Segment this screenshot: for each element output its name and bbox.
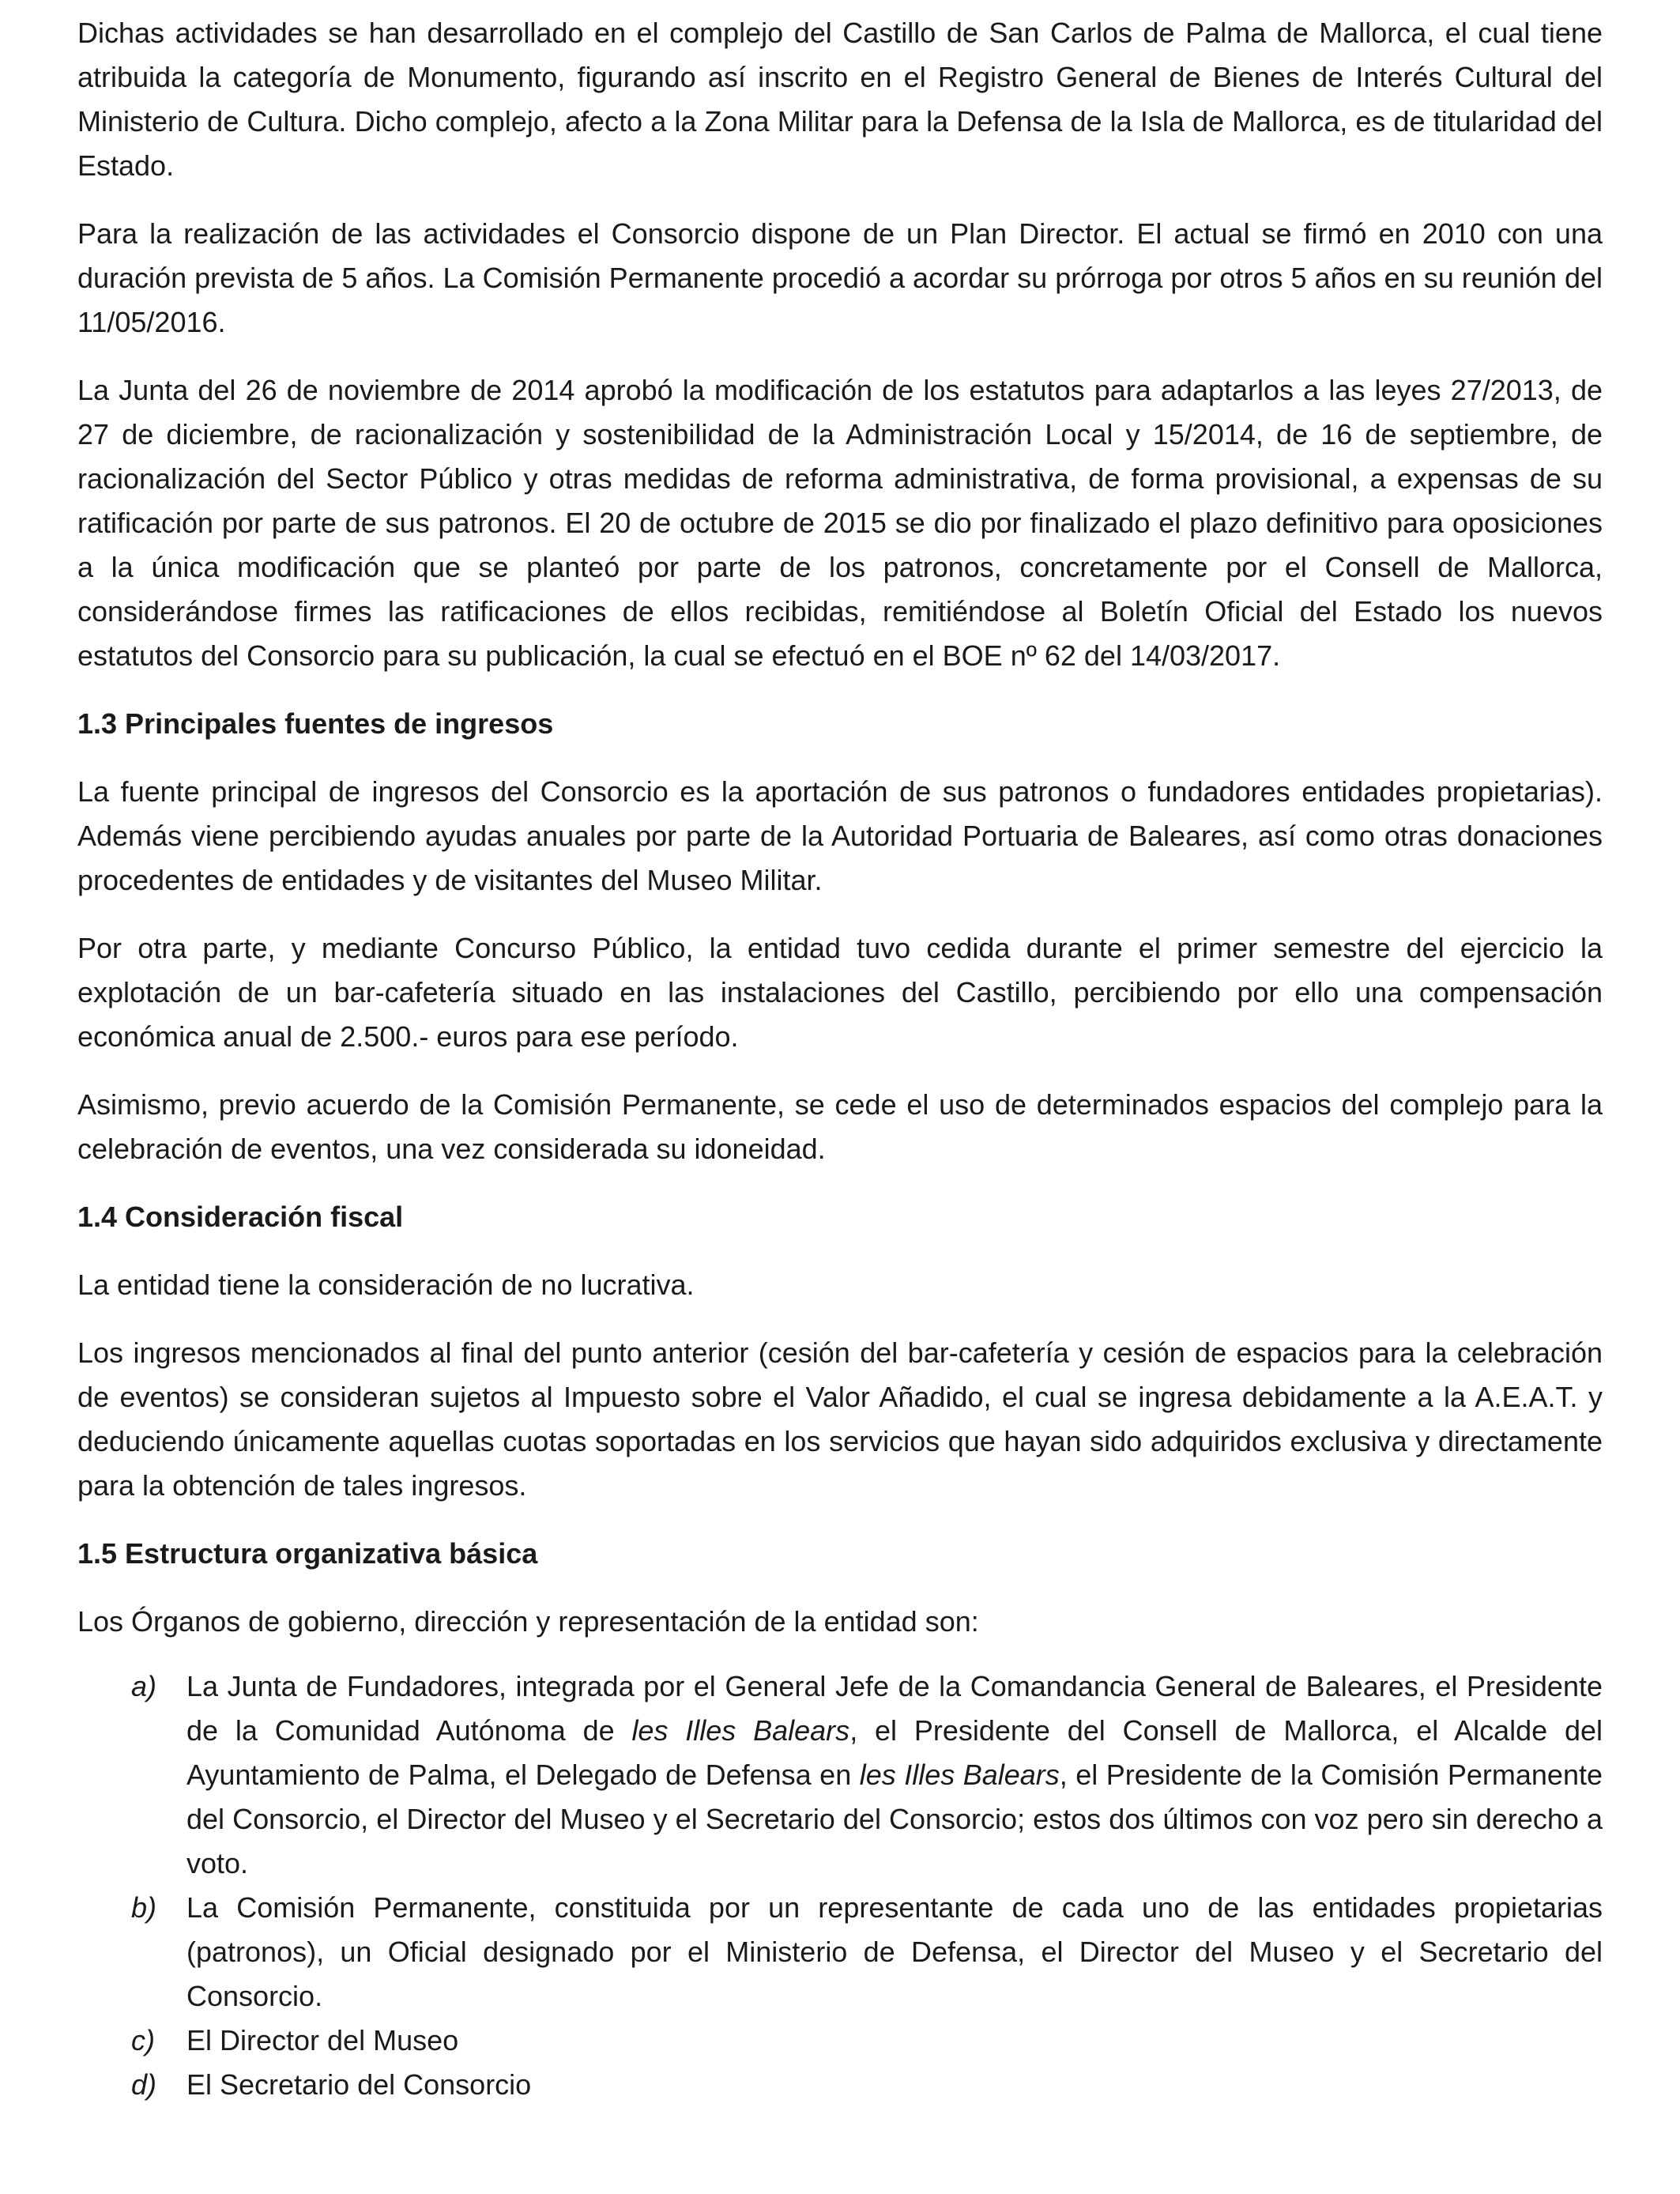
list-item-comision-permanente	[77, 1886, 1603, 2019]
paragraph-fuente-principal: La fuente principal de ingresos del Consorcio es la aportación de sus patronos o fundadores entidades propietarias). Además viene percibiendo ayudas anuales por parte de la Autoridad Portuaria de Baleares, así como otras donaciones procedentes de entidades y de visitantes del Museo Militar.	[77, 775, 1603, 896]
list-item-text: La Comisión Permanente, constituida por un representante de cada uno de las entidades propietarias (patronos), un Oficial designado por el Ministerio de Defensa, el Director del Museo y el Secretario del Consorcio.	[186, 1891, 1603, 2012]
list-item-junta-fundadores	[77, 1664, 1603, 1886]
organos-list	[77, 1664, 1603, 2107]
list-marker: d)	[131, 2068, 157, 2101]
list-item-text: , el Presidente de la Comisión Permanente del Consorcio, el Director del Museo y el Secretario del Consorcio; estos dos últimos con voz pero sin derecho a voto.	[186, 1759, 1603, 1879]
paragraph-iva: Los ingresos mencionados al final del punto anterior (cesión del bar-cafetería y cesión de espacios para la celebración de eventos) se consideran sujetos al Impuesto sobre el Valor Añadido, el cual se ingresa debidamente a la A.E.A.T. y deduciendo únicamente aquellas cuotas soportadas en los servicios que hayan sido adquiridos exclusiva y directamente para la obtención de tales ingresos.	[77, 1336, 1603, 1502]
paragraph-estatutos: La Junta del 26 de noviembre de 2014 aprobó la modificación de los estatutos para adaptarlos a las leyes 27/2013, de 27 de diciembre, de racionalización y sostenibilidad de la Administración Local y 15/2014, de 16 de septiembre, de racionalización del Sector Público y otras medidas de reforma administrativa, de forma provisional, a expensas de su ratificación por parte de sus patronos. El 20 de octubre de 2015 se dio por finalizado el plazo definitivo para oposiciones a la única modificación que se planteó por parte de los patronos, concretamente por el Consell de Mallorca, considerándose firmes las ratificaciones de ellos recibidas, remitiéndose al Boletín Oficial del Estado los nuevos estatutos del Consorcio para su publicación, la cual se efectuó en el BOE nº 62 del 14/03/2017.	[77, 374, 1603, 672]
list-item-director-museo	[77, 2019, 1603, 2063]
paragraph-plan-director: Para la realización de las actividades el Consorcio dispone de un Plan Director. El actual se firmó en 2010 con una duración prevista de 5 años. La Comisión Permanente procedió a acordar su prórroga por otros 5 años en su reunión del 11/05/2016.	[77, 217, 1603, 338]
heading-fuentes-ingresos: 1.3 Principales fuentes de ingresos	[77, 707, 554, 740]
list-item-italic: les Illes Balears	[859, 1759, 1060, 1791]
list-marker: a)	[131, 1670, 157, 1702]
list-item-text: El Secretario del Consorcio	[186, 2068, 532, 2101]
list-item-secretario	[77, 2063, 1603, 2107]
list-item-text: La Junta de Fundadores, integrada por el General Jefe de la Comandancia General de Baleares, el Presidente de la Comunidad Autónoma de	[186, 1670, 1603, 1747]
list-item-text: , el Presidente del Consell de Mallorca, el Alcalde del Ayuntamiento de Palma, el Delegado de Defensa en	[186, 1714, 1603, 1791]
document-page	[77, 11, 1603, 2107]
paragraph-espacios-eventos: Asimismo, previo acuerdo de la Comisión Permanente, se cede el uso de determinados espacios del complejo para la celebración de eventos, una vez considerada su idoneidad.	[77, 1088, 1603, 1165]
list-item-italic: les Illes Balears	[631, 1714, 850, 1747]
paragraph-bar-cafeteria: Por otra parte, y mediante Concurso Público, la entidad tuvo cedida durante el primer semestre del ejercicio la explotación de un bar-cafetería situado en las instalaciones del Castillo, percibiendo por ello una compensación económica anual de 2.500.- euros para ese período.	[77, 932, 1603, 1053]
heading-estructura-organizativa: 1.5 Estructura organizativa básica	[77, 1537, 538, 1570]
paragraph-no-lucrativa: La entidad tiene la consideración de no lucrativa.	[77, 1269, 695, 1301]
heading-consideracion-fiscal: 1.4 Consideración fiscal	[77, 1201, 404, 1233]
list-item-text: El Director del Museo	[186, 2024, 459, 2056]
paragraph-castillo: Dichas actividades se han desarrollado en el complejo del Castillo de San Carlos de Palma de Mallorca, el cual tiene atribuida la categoría de Monumento, figurando así inscrito en el Registro General de Bienes de Interés Cultural del Ministerio de Cultura. Dicho complejo, afecto a la Zona Militar para la Defensa de la Isla de Mallorca, es de titularidad del Estado.	[77, 17, 1603, 182]
list-marker: b)	[131, 1891, 157, 1924]
paragraph-organos-intro: Los Órganos de gobierno, dirección y representación de la entidad son:	[77, 1605, 979, 1638]
list-marker: c)	[131, 2024, 155, 2056]
